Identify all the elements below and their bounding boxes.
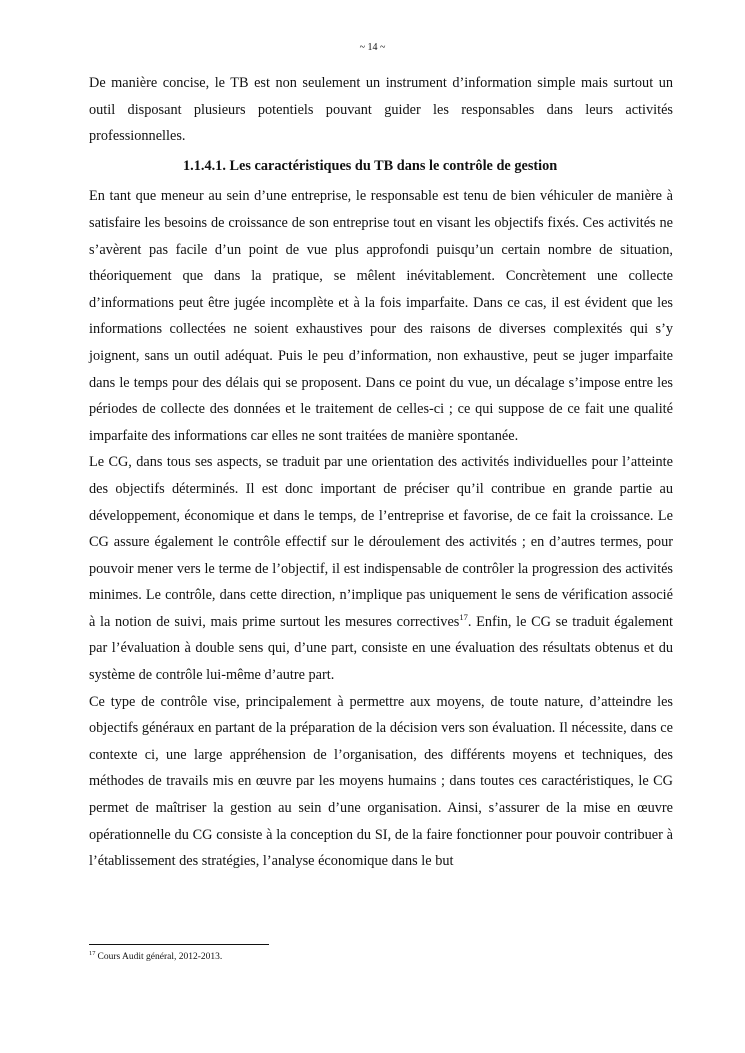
- paragraph-2-text-after-note: . Enfin, le CG se traduit également par l’évaluation à double sens qui, d’une part, consiste en une évaluation des résultats obtenus et du système de contrôle lui-même d’autre part.: [89, 613, 673, 684]
- footnote-separator: [89, 944, 269, 945]
- section-heading: 1.1.4.1. Les caractéristiques du TB dans le contrôle de gestion: [183, 157, 558, 174]
- footnote: [89, 951, 589, 963]
- footnote-reference: 17: [459, 612, 468, 623]
- page-number: ~ 14 ~: [359, 42, 386, 53]
- paragraph-2: [89, 449, 673, 688]
- paragraph-2-text-before-note: Le CG, dans tous ses aspects, se traduit par une orientation des activités individuelles pour l’atteinte des objectifs déterminés. Il est donc important de préciser qu’il contribue en grande partie au développement, économique et dans le temps, de l’entreprise et favorise, de ce fait la croissance. Le CG assure également le contrôle effectif sur le déroulement des activités ; en d’autres termes, pour pouvoir mener vers le terme de l’objectif, il est indispensable de contrôler la progression des activités minimes. Le contrôle, dans cette direction, n’implique pas uniquement le sens de vérification associé à la notion de suivi, mais prime surtout les mesures correctives: [89, 454, 673, 630]
- footnote-number: 17: [89, 949, 96, 957]
- page-body: [89, 70, 673, 875]
- footnote-text: Cours Audit général, 2012-2013.: [97, 952, 223, 962]
- paragraph-3: Ce type de contrôle vise, principalement à permettre aux moyens, de toute nature, d’atteindre les objectifs généraux en partant de la préparation de la décision vers son évaluation. Il nécessite, dans ce contexte ci, une large appréhension de l’organisation, des différents moyens et techniques, des méthodes de travails mis en œuvre par les moyens humains ; dans toutes ces caractéristiques, le CG permet de maîtriser la gestion au sein d’une organisation. Ainsi, s’assurer de la mise en œuvre opérationnelle du CG consiste à la conception du SI, de la faire fonctionner pour pouvoir contribuer à l’établissement des stratégies, l’analyse économique dans le but: [89, 693, 673, 870]
- intro-paragraph: De manière concise, le TB est non seulement un instrument d’information simple mais surtout un outil disposant plusieurs potentiels pouvant guider les responsables dans leurs activités professionnelles.: [89, 75, 673, 145]
- paragraph-1: En tant que meneur au sein d’une entreprise, le responsable est tenu de bien véhiculer de manière à satisfaire les besoins de croissance de son entreprise tout en visant les objectifs fixés. Ces activités ne s’avèrent pas facile d’un point de vue plus approfondi puisqu’un certain nombre de situation, théoriquement que dans la pratique, se mêlent inévitablement. Concrètement une collecte d’informations peut être jugée incomplète et à la fois imparfaite. Dans ce cas, il est évident que les informations collectées ne soient exhaustives pour des raisons de diverses complexités qui s’y joignent, sans un outil adéquat. Puis le peu d’information, non exhaustive, peut se juger imparfaite dans le temps pour des délais qui se proposent. Dans ce point du vue, un décalage s’impose entre les périodes de collecte des données et le traitement de celles-ci ; ce qui suppose de ce fait une qualité imparfaite des informations car elles ne sont traitées de manière spontanée.: [89, 188, 673, 444]
